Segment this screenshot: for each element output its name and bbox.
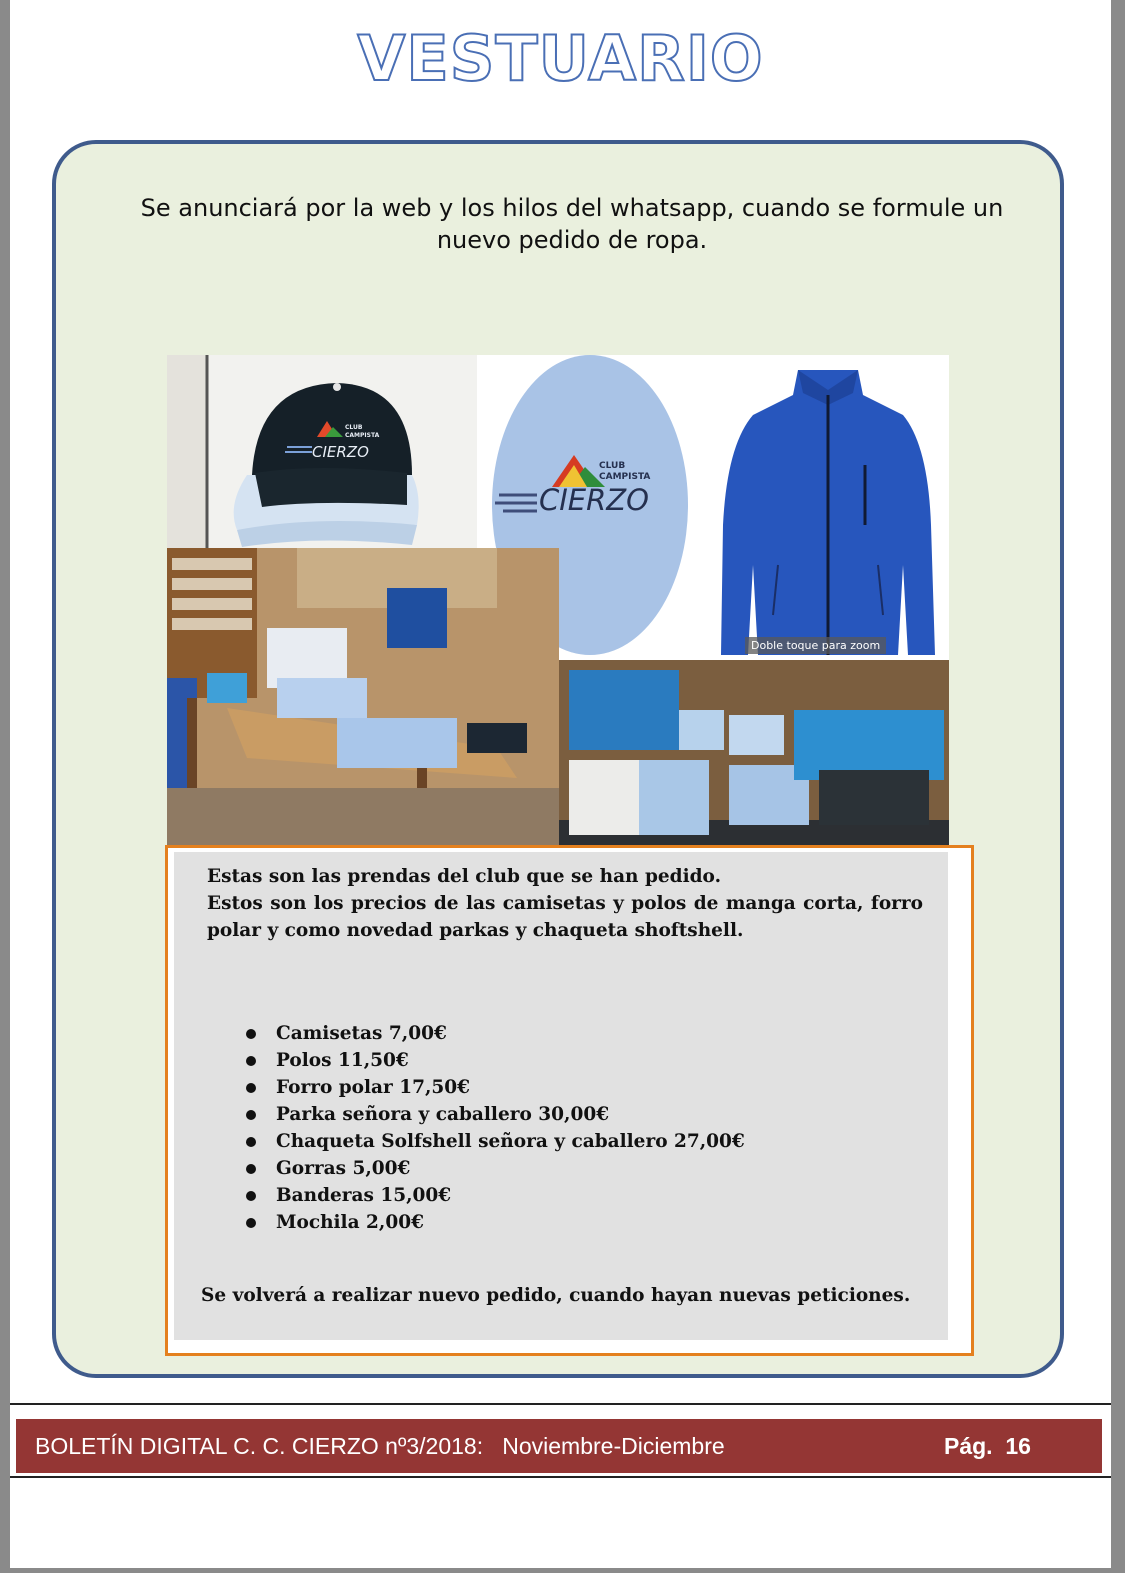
price-item: Banderas 15,00€ [246,1182,745,1209]
price-item: Camisetas 7,00€ [246,1020,745,1047]
bullet-icon [246,1137,256,1147]
price-info-text [201,863,923,944]
info-line-2: Estos son los precios de las camisetas y polos de manga corta, forro polar y como novedad parkas y chaqueta shoftshell. [207,893,923,941]
bullet-icon [246,1164,256,1174]
polo-logo-campista: CAMPISTA [599,472,651,482]
cap-logo-club: CLUB [345,424,363,431]
price-item: Mochila 2,00€ [246,1209,745,1236]
bullet-icon [246,1056,256,1066]
bullet-icon [246,1083,256,1093]
price-info-box [165,845,974,1356]
photo-collage [167,355,949,850]
newsletter-page [10,0,1111,1568]
polo-logo-text: CIERZO [539,483,649,517]
page-title: VESTUARIO [357,22,764,95]
folded-clothes-photo [559,660,949,850]
price-item: Chaqueta Solfshell señora y caballero 27,00€ [246,1128,745,1155]
cap-photo [167,355,477,550]
price-item: Gorras 5,00€ [246,1155,745,1182]
zoom-caption: Doble toque para zoom [745,637,886,654]
bullet-icon [246,1218,256,1228]
price-item: Parka señora y caballero 30,00€ [246,1101,745,1128]
cap-logo-text: CIERZO [312,443,369,461]
polo-logo-club: CLUB [599,461,626,471]
intro-text: Se anunciará por la web y los hilos del whatsapp, cuando se formule un nuevo pedido de ropa. [140,194,1004,254]
jacket-photo [703,355,949,660]
price-item: Forro polar 17,50€ [246,1074,745,1101]
footer-bar [16,1419,1102,1473]
bullet-icon [246,1029,256,1039]
bullet-icon [246,1110,256,1120]
footer-rule-top [10,1403,1111,1405]
cap-logo-campista: CAMPISTA [345,432,380,439]
closing-text: Se volverá a realizar nuevo pedido, cuando hayan nuevas peticiones. [201,1285,911,1306]
footer-publication: BOLETÍN DIGITAL C. C. CIERZO nº3/2018: Noviembre-Diciembre [35,1433,725,1459]
footer-page-number: Pág. 16 [944,1433,1031,1459]
price-item: Polos 11,50€ [246,1047,745,1074]
price-info-inner [174,852,948,1340]
info-line-1: Estas son las prendas del club que se han pedido. [207,866,722,887]
footer-rule-bottom [10,1476,1111,1478]
price-list [246,1020,745,1236]
storage-photo [167,548,559,850]
bullet-icon [246,1191,256,1201]
